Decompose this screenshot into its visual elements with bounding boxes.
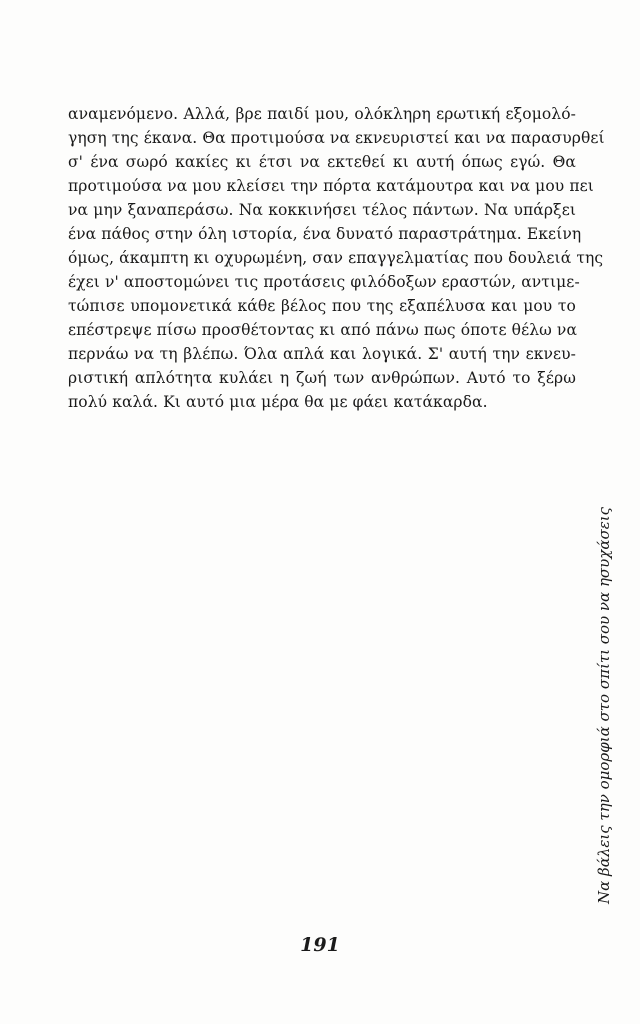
text-line: να μην ξαναπεράσω. Να κοκκινήσει τέλος πάντων. Να υπάρξει [68,201,576,219]
text-line: ένα πάθος στην όλη ιστορία, ένα δυνατό παραστράτημα. Εκείνη [68,225,582,243]
running-head: Να βάλεις την ομορφιά στο σπίτι σου να ησυχάσεις [595,506,613,904]
text-line: περνάω να τη βλέπω. Όλα απλά και λογικά. Σ' αυτή την εκνευ- [68,345,576,363]
text-line: πολύ καλά. Κι αυτό μια μέρα θα με φάει κατάκαρδα. [68,393,488,411]
page-number: 191 [300,934,340,956]
body-paragraph [68,102,605,414]
text-line: τώπισε υπομονετικά κάθε βέλος που της εξαπέλυσα και μου το [68,297,576,315]
text-line: έχει ν' αποστομώνει τις προτάσεις φιλόδοξων εραστών, αντιμε- [68,273,580,291]
text-line: όμως, άκαμπτη κι οχυρωμένη, σαν επαγγελματίας που δουλειά της [68,249,604,267]
text-line: επέστρεψε πίσω προσθέτοντας κι από πάνω πως όποτε θέλω να [68,321,578,339]
text-line: αναμενόμενο. Αλλά, βρε παιδί μου, ολόκληρη ερωτική εξομολό- [68,105,576,123]
text-line: ριστική απλότητα κυλάει η ζωή των ανθρώπων. Αυτό το ξέρω [68,369,576,387]
text-line: γηση της έκανα. Θα προτιμούσα να εκνευριστεί και να παρασυρθεί [68,129,605,147]
text-line: προτιμούσα να μου κλείσει την πόρτα κατάμουτρα και να μου πει [68,177,594,195]
text-line: σ' ένα σωρό κακίες κι έτσι να εκτεθεί κι αυτή όπως εγώ. Θα [68,153,576,171]
